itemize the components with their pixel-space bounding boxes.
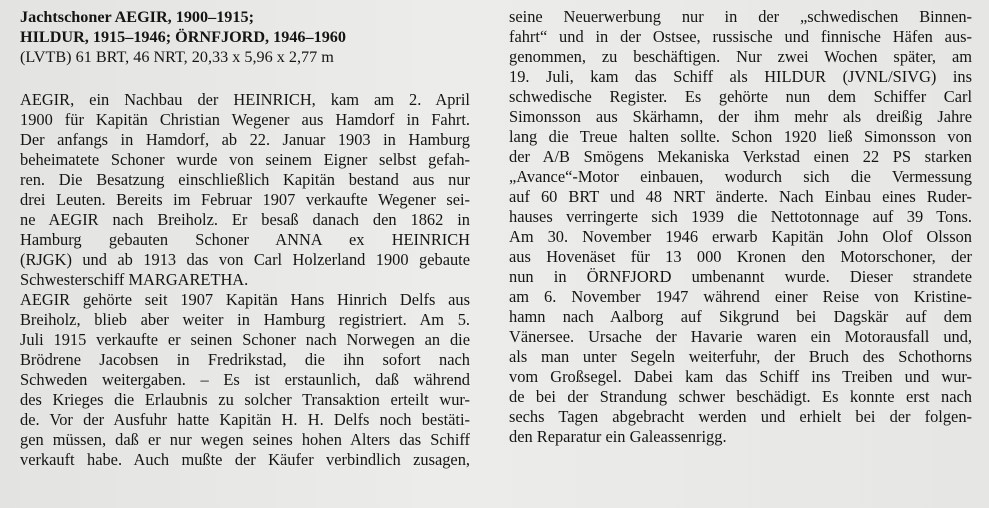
body-line: „Avance“-Motor einbauen, wodurch sich die Vermessung xyxy=(509,167,972,186)
ship-heading xyxy=(20,0,470,67)
body-line: seine Neuerwerbung nur in der „schwedischen Binnen- xyxy=(509,7,972,26)
body-line: der A/B Smögens Mekaniska Verkstad einen 22 PS starken xyxy=(509,147,972,166)
body-line: gen müssen, daß er nur wegen seines hohen Alters das Schiff xyxy=(20,430,470,449)
body-line: als man unter Segeln weiterfuhr, der Bruch des Schothorns xyxy=(509,347,972,366)
heading-line-3: (LVTB) 61 BRT, 46 NRT, 20,33 x 5,96 x 2,77 m xyxy=(20,48,334,66)
body-line: 1900 für Kapitän Christian Wegener aus Hamdorf in Fahrt. xyxy=(20,110,470,129)
body-line: ren. Die Besatzung einschließlich Kapitän bestand aus nur xyxy=(20,170,470,189)
body-line: drei Leuten. Bereits im Februar 1907 verkaufte Wegener sei- xyxy=(20,190,470,209)
body-line: des Krieges die Erlaubnis zu solcher Transaktion erteilt wur- xyxy=(20,390,470,409)
body-line: den Reparatur ein Galeassenrigg. xyxy=(509,427,727,446)
body-line: Juli 1915 verkaufte er seinen Schoner nach Norwegen an die xyxy=(20,330,470,349)
body-line: de bei der Strandung schwer beschädigt. Es konnte erst nach xyxy=(509,387,972,406)
body-line: Schweden weitergaben. – Es ist erstaunlich, daß während xyxy=(20,370,470,389)
body-line: am 6. November 1947 während einer Reise von Kristine- xyxy=(509,287,972,306)
body-line: ne AEGIR nach Breiholz. Er besaß danach den 1862 in xyxy=(20,210,470,229)
body-line: verkauft habe. Auch mußte der Käufer verbindlich zusagen, xyxy=(20,450,470,469)
body-line: Breiholz, blieb aber weiter in Hamburg registriert. Am 5. xyxy=(20,310,470,329)
body-line: AEGIR, ein Nachbau der HEINRICH, kam am 2. April xyxy=(20,90,470,109)
body-line: genommen, zu beschäftigen. Nur zwei Wochen später, am xyxy=(509,47,972,66)
body-line: Simonsson aus Skärhamn, der ihm mehr als dreißig Jahre xyxy=(509,107,972,126)
body-line: aus Hovenäset für 13 000 Kronen den Motorschoner, der xyxy=(509,247,972,266)
body-line: Vänersee. Ursache der Havarie waren ein Motorausfall und, xyxy=(509,327,972,346)
body-line: lang die Treue halten sollte. Schon 1920 ließ Simonsson von xyxy=(509,127,972,146)
heading-line-1: Jachtschoner AEGIR, 1900–1915; xyxy=(20,8,254,26)
body-line: beheimatete Schoner wurde von seinem Eigner selbst gefah- xyxy=(20,150,470,169)
body-line: Am 30. November 1946 erwarb Kapitän John Olof Olsson xyxy=(509,227,972,246)
body-line: auf 60 BRT und 48 NRT änderte. Nach Einbau eines Ruder- xyxy=(509,187,972,206)
body-line: Brödrene Jacobsen in Fredrikstad, die ihn sofort nach xyxy=(20,350,470,369)
body-line: Der anfangs in Hamdorf, ab 22. Januar 1903 in Hamburg xyxy=(20,130,470,149)
body-line: hamn nach Aalborg auf Sikgrund bei Dagskär auf dem xyxy=(509,307,972,326)
body-line: sechs Tagen abgebracht werden und erhielt bei der folgen- xyxy=(509,407,972,426)
body-line: schwedische Register. Es gehörte nun dem Schiffer Carl xyxy=(509,87,972,106)
body-line: hauses verringerte sich 1939 die Nettotonnage auf 39 Tons. xyxy=(509,207,972,226)
body-line: nun in ÖRNFJORD umbenannt wurde. Dieser strandete xyxy=(509,267,972,286)
body-line: AEGIR gehörte seit 1907 Kapitän Hans Hinrich Delfs aus xyxy=(20,290,470,309)
body-line: (RJGK) und ab 1913 das von Carl Holzerland 1900 gebaute xyxy=(20,250,470,269)
left-column xyxy=(20,0,470,470)
body-line: Hamburg gebauten Schoner ANNA ex HEINRICH xyxy=(20,230,470,249)
body-line: 19. Juli, kam das Schiff als HILDUR (JVNL/SIVG) ins xyxy=(509,67,972,86)
heading-line-2: HILDUR, 1915–1946; ÖRNFJORD, 1946–1960 xyxy=(20,28,346,46)
left-body-text xyxy=(20,90,470,470)
body-line: Schwesterschiff MARGARETHA. xyxy=(20,270,249,289)
body-line: vom Großsegel. Dabei kam das Schiff ins Treiben und wur- xyxy=(509,367,972,386)
body-line: fahrt“ und in der Ostsee, russische und finnische Häfen aus- xyxy=(509,27,972,46)
body-line: de. Vor der Ausfuhr hatte Kapitän H. H. Delfs noch bestäti- xyxy=(20,410,470,429)
right-column xyxy=(509,7,972,447)
